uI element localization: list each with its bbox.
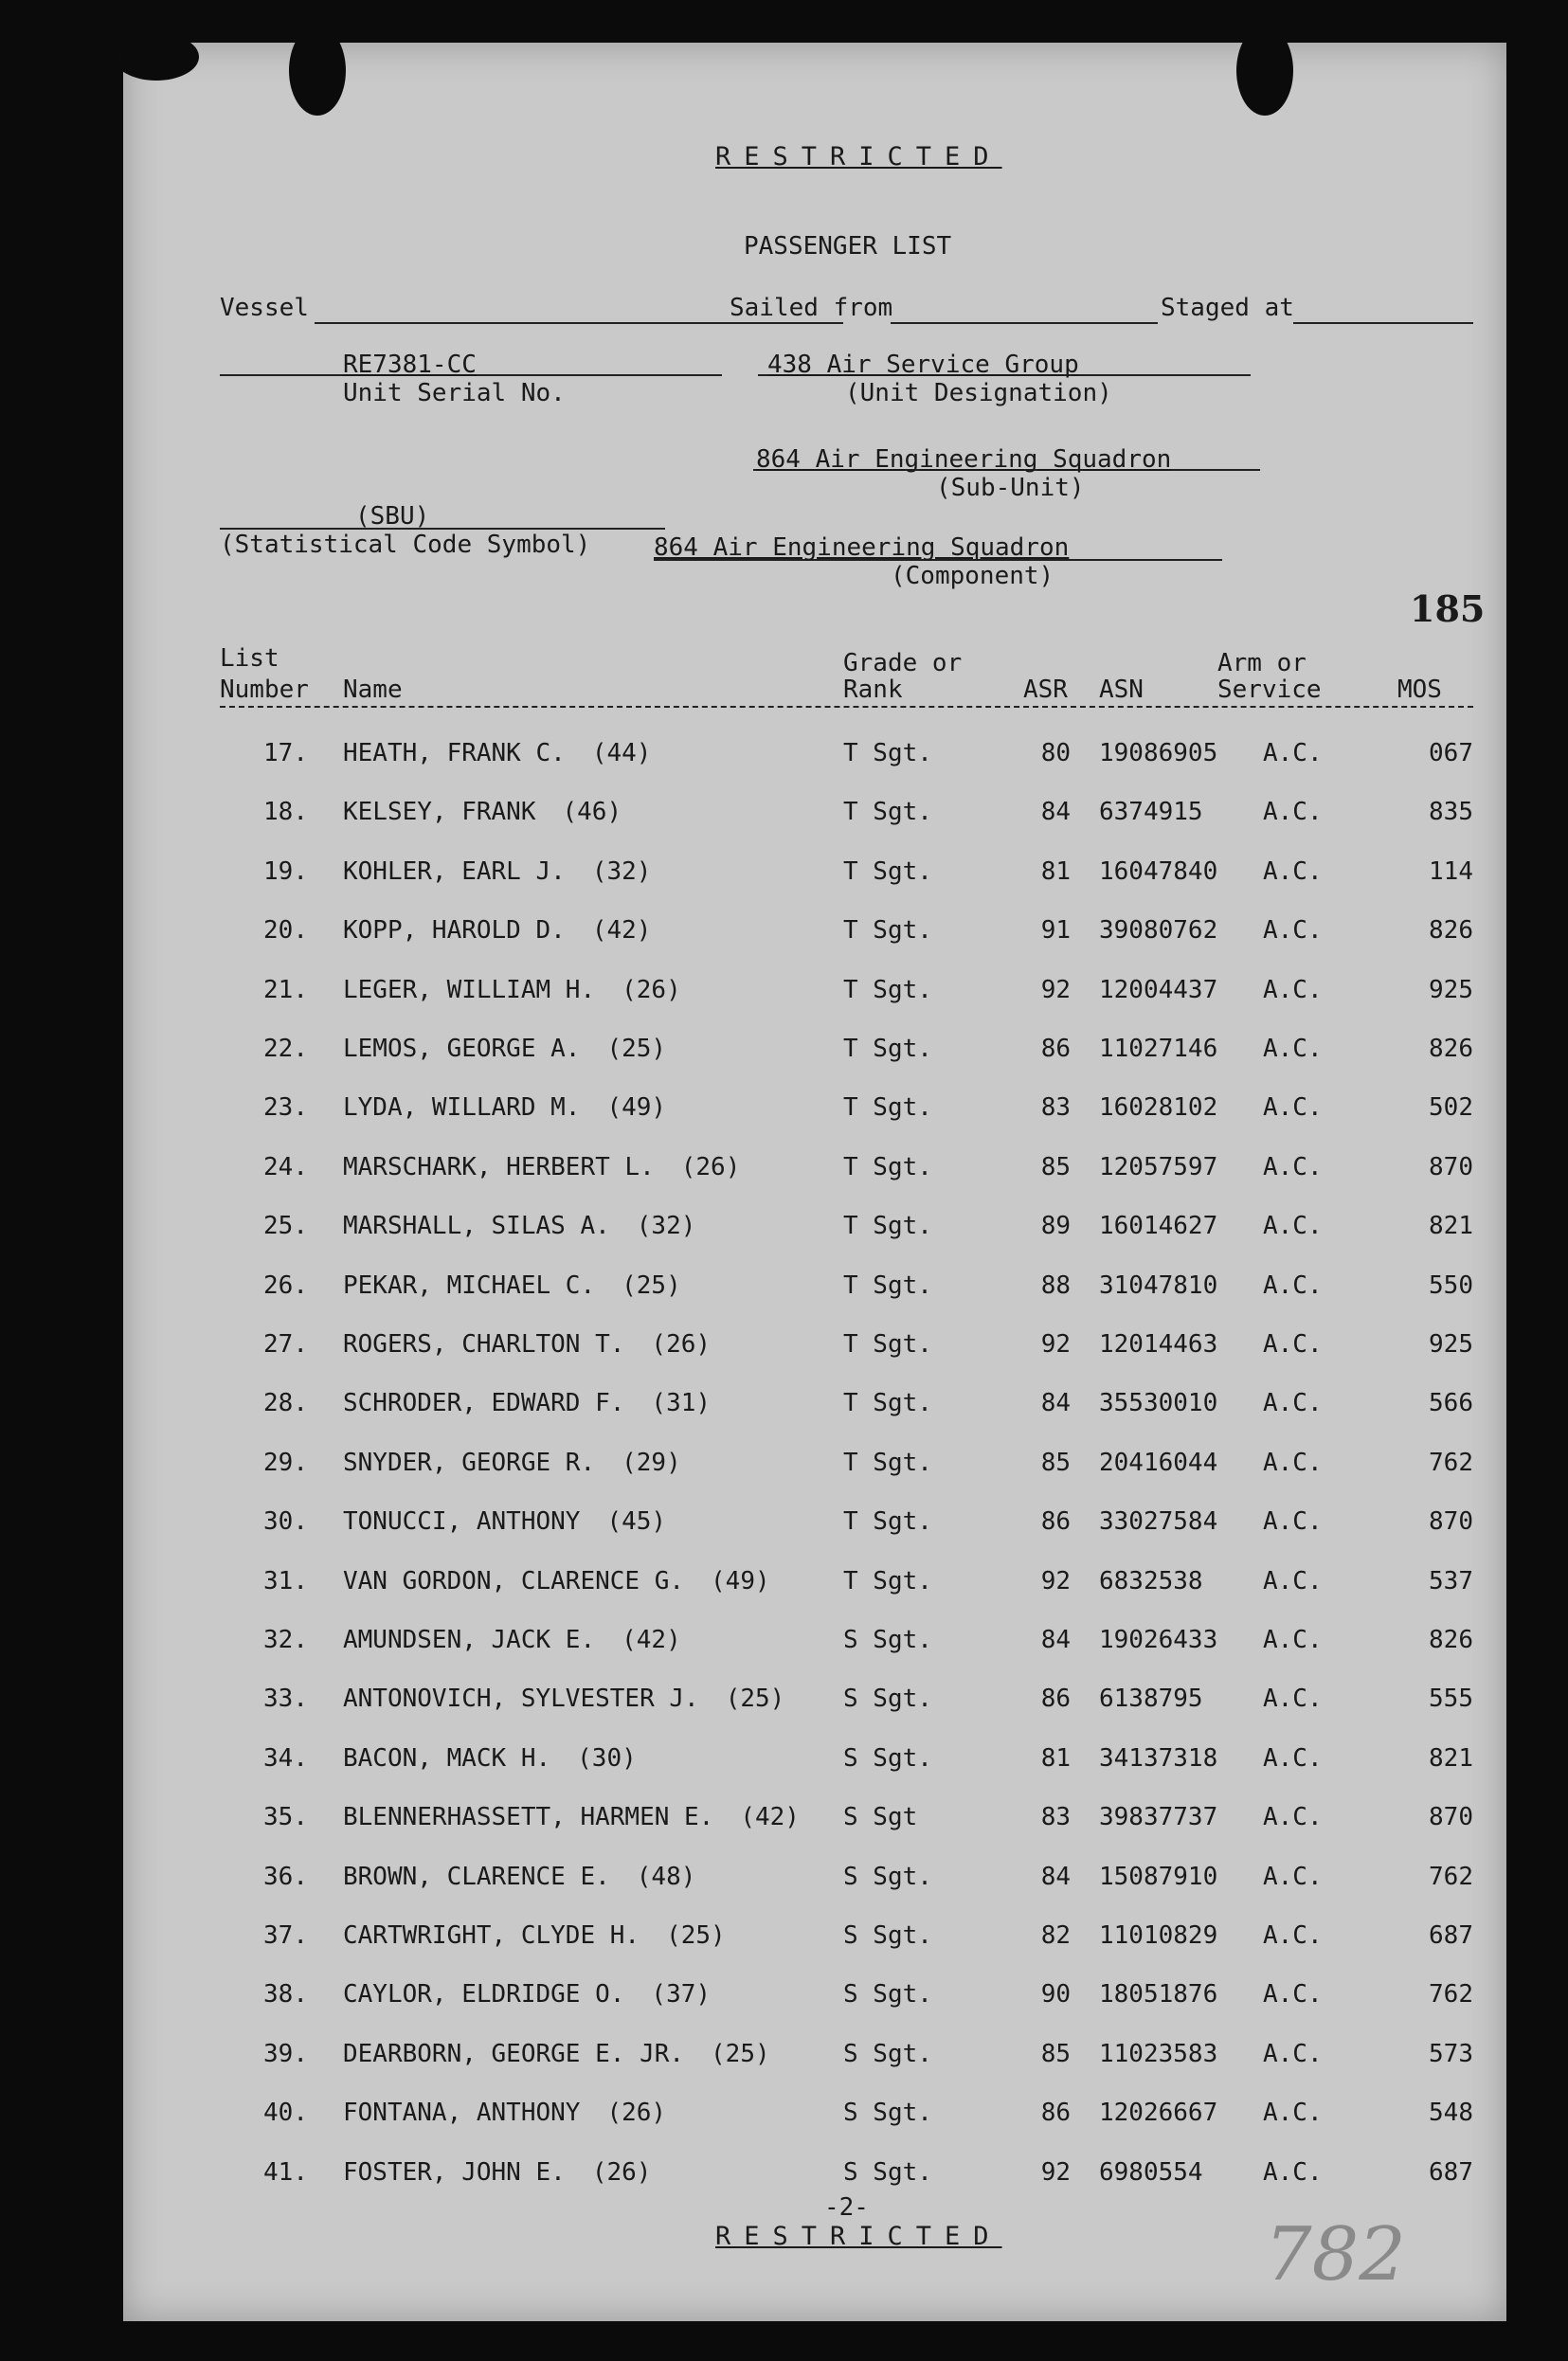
row-arm: A.C. — [1263, 1035, 1323, 1063]
row-asr: 81 — [1040, 1743, 1071, 1773]
row-asr: 86 — [1040, 1507, 1071, 1537]
row-asr: 83 — [1040, 1803, 1071, 1832]
restricted-footer: RESTRICTED — [715, 2222, 1002, 2251]
row-arm: A.C. — [1263, 1743, 1323, 1773]
row-asn: 12057597 — [1099, 1152, 1218, 1181]
row-name-text: MARSCHARK, HERBERT L. — [343, 1152, 655, 1181]
row-mos: 821 — [1429, 1743, 1473, 1773]
row-grade: T Sgt. — [843, 975, 932, 1004]
table-row — [123, 1035, 1506, 1072]
col-grade-bottom: Rank — [843, 676, 903, 704]
row-number: 26. — [263, 1271, 308, 1300]
row-arm: A.C. — [1263, 798, 1323, 827]
row-number: 28. — [263, 1389, 308, 1418]
row-name — [343, 2099, 666, 2127]
row-mos: 826 — [1429, 916, 1473, 946]
unit-serial-value: RE7381-CC — [343, 351, 477, 379]
row-age: (26) — [680, 1152, 741, 1181]
row-arm: A.C. — [1263, 916, 1323, 946]
row-arm: A.C. — [1263, 2157, 1323, 2187]
row-arm: A.C. — [1263, 1921, 1323, 1950]
row-mos: 762 — [1429, 1862, 1473, 1891]
col-name: Name — [343, 676, 403, 704]
row-grade: T Sgt. — [843, 1566, 932, 1595]
row-number: 40. — [263, 2099, 308, 2128]
row-age: (45) — [606, 1507, 667, 1537]
row-name-text: LEGER, WILLIAM H. — [343, 975, 596, 1004]
stat-code-value: (SBU) — [355, 502, 430, 531]
row-grade: S Sgt — [843, 1803, 918, 1832]
row-asn: 33027584 — [1099, 1507, 1218, 1537]
table-row — [123, 1921, 1506, 1959]
row-asr: 84 — [1040, 1862, 1071, 1891]
row-arm: A.C. — [1263, 1803, 1323, 1832]
row-asn: 12004437 — [1099, 975, 1218, 1004]
row-asn: 16047840 — [1099, 856, 1218, 886]
row-name — [343, 1212, 695, 1240]
row-mos: 067 — [1429, 739, 1473, 767]
row-name-text: DEARBORN, GEORGE E. JR. — [343, 2039, 685, 2068]
row-name — [343, 798, 622, 826]
row-arm: A.C. — [1263, 856, 1323, 886]
row-asn: 35530010 — [1099, 1389, 1218, 1418]
row-mos: 114 — [1429, 856, 1473, 886]
row-asr: 92 — [1040, 1330, 1071, 1359]
row-grade: T Sgt. — [843, 1271, 932, 1300]
document-title: PASSENGER LIST — [744, 232, 952, 261]
row-asn: 11010829 — [1099, 1921, 1218, 1950]
row-asr: 88 — [1040, 1271, 1071, 1300]
row-name — [343, 1980, 711, 2009]
subunit-value: 864 Air Engineering Squadron — [756, 445, 1172, 474]
row-number: 31. — [263, 1566, 308, 1595]
row-asn: 12014463 — [1099, 1330, 1218, 1359]
row-asr: 92 — [1040, 1566, 1071, 1595]
row-number: 32. — [263, 1626, 308, 1654]
row-asn: 15087910 — [1099, 1862, 1218, 1891]
table-row — [123, 1685, 1506, 1722]
row-arm: A.C. — [1263, 1330, 1323, 1359]
row-age: (25) — [711, 2039, 770, 2068]
row-asr: 86 — [1040, 1685, 1071, 1714]
row-grade: S Sgt. — [843, 2099, 932, 2128]
row-asr: 86 — [1040, 1035, 1071, 1063]
row-asn: 20416044 — [1099, 1448, 1218, 1477]
row-age: (48) — [636, 1862, 696, 1891]
row-asn: 12026667 — [1099, 2099, 1218, 2128]
row-mos: 687 — [1429, 2157, 1473, 2187]
row-grade: S Sgt. — [843, 1980, 932, 2010]
row-grade: T Sgt. — [843, 798, 932, 827]
row-grade: S Sgt. — [843, 1685, 932, 1714]
row-name — [343, 1744, 637, 1773]
row-name-text: VAN GORDON, CLARENCE G. — [343, 1566, 685, 1595]
staged-at-label: Staged at — [1161, 294, 1294, 322]
row-arm: A.C. — [1263, 1152, 1323, 1181]
row-asr: 83 — [1040, 1093, 1071, 1123]
row-number: 30. — [263, 1507, 308, 1537]
row-mos: 555 — [1429, 1685, 1473, 1714]
row-asn: 11027146 — [1099, 1035, 1218, 1063]
row-age: (46) — [562, 798, 622, 827]
row-age: (26) — [591, 2157, 652, 2187]
row-mos: 925 — [1429, 975, 1473, 1004]
row-name-text: FONTANA, ANTHONY — [343, 2099, 581, 2128]
row-name — [343, 1685, 784, 1713]
row-name — [343, 1507, 666, 1536]
row-number: 17. — [263, 739, 308, 767]
unit-designation-value: 438 Air Service Group — [767, 351, 1079, 379]
punch-hole-left — [289, 26, 346, 116]
row-mos: 566 — [1429, 1389, 1473, 1418]
table-row — [123, 1093, 1506, 1131]
row-age: (26) — [606, 2099, 667, 2128]
row-name — [343, 857, 651, 886]
row-grade: T Sgt. — [843, 1330, 932, 1359]
row-asn: 39837737 — [1099, 1803, 1218, 1832]
row-name — [343, 2040, 770, 2068]
row-number: 27. — [263, 1330, 308, 1359]
row-number: 25. — [263, 1212, 308, 1241]
table-row — [123, 1744, 1506, 1782]
page-stamp-number: 185 — [1410, 587, 1486, 630]
row-name — [343, 739, 651, 767]
row-number: 34. — [263, 1743, 308, 1773]
row-name-text: SCHRODER, EDWARD F. — [343, 1389, 625, 1418]
row-arm: A.C. — [1263, 739, 1323, 767]
row-grade: T Sgt. — [843, 1152, 932, 1181]
table-row — [123, 1271, 1506, 1309]
row-grade: S Sgt. — [843, 2039, 932, 2068]
row-name-text: ROGERS, CHARLTON T. — [343, 1330, 625, 1359]
row-asr: 82 — [1040, 1921, 1071, 1950]
row-mos: 573 — [1429, 2039, 1473, 2068]
page-number: -2- — [824, 2193, 869, 2222]
row-asn: 31047810 — [1099, 1271, 1218, 1300]
row-name — [343, 1330, 711, 1359]
row-name-text: KOHLER, EARL J. — [343, 856, 566, 886]
sailed-from-label: Sailed from — [730, 294, 893, 322]
row-arm: A.C. — [1263, 1566, 1323, 1595]
row-grade: S Sgt. — [843, 1626, 932, 1654]
row-age: (42) — [622, 1626, 681, 1654]
row-mos: 870 — [1429, 1803, 1473, 1832]
row-name — [343, 1449, 681, 1477]
row-grade: T Sgt. — [843, 1389, 932, 1418]
row-mos: 870 — [1429, 1152, 1473, 1181]
row-name-text: SNYDER, GEORGE R. — [343, 1448, 596, 1477]
row-name-text: HEATH, FRANK C. — [343, 739, 566, 767]
col-asr: ASR — [1023, 676, 1068, 704]
row-name-text: BACON, MACK H. — [343, 1743, 551, 1773]
stat-code-label: (Statistical Code Symbol) — [220, 531, 591, 559]
table-row — [123, 1507, 1506, 1545]
row-age: (49) — [711, 1566, 770, 1595]
row-number: 21. — [263, 975, 308, 1004]
row-asn: 16014627 — [1099, 1212, 1218, 1241]
vessel-label: Vessel — [220, 294, 309, 322]
row-age: (30) — [577, 1743, 637, 1773]
row-number: 24. — [263, 1152, 308, 1181]
row-name-text: BLENNERHASSETT, HARMEN E. — [343, 1803, 714, 1832]
row-asn: 18051876 — [1099, 1980, 1218, 2010]
row-name-text: LYDA, WILLARD M. — [343, 1093, 581, 1123]
row-age: (25) — [622, 1271, 681, 1300]
row-asr: 85 — [1040, 2039, 1071, 2068]
row-name — [343, 1803, 800, 1831]
row-name — [343, 1863, 695, 1891]
table-row — [123, 739, 1506, 777]
row-mos: 821 — [1429, 1212, 1473, 1241]
row-name — [343, 1093, 666, 1122]
row-grade: T Sgt. — [843, 916, 932, 946]
row-arm: A.C. — [1263, 2039, 1323, 2068]
row-mos: 925 — [1429, 1330, 1473, 1359]
row-name-text: AMUNDSEN, JACK E. — [343, 1626, 596, 1654]
row-asr: 90 — [1040, 1980, 1071, 2010]
row-name-text: KELSEY, FRANK — [343, 798, 536, 827]
row-asr: 92 — [1040, 975, 1071, 1004]
table-row — [123, 798, 1506, 836]
row-asr: 84 — [1040, 1389, 1071, 1418]
row-age: (42) — [591, 916, 652, 946]
row-grade: T Sgt. — [843, 739, 932, 767]
row-asr: 84 — [1040, 1626, 1071, 1654]
row-mos: 762 — [1429, 1980, 1473, 2010]
row-arm: A.C. — [1263, 1507, 1323, 1537]
table-row — [123, 1980, 1506, 2018]
row-arm: A.C. — [1263, 1271, 1323, 1300]
row-asn: 6374915 — [1099, 798, 1203, 827]
table-row — [123, 1389, 1506, 1427]
row-name-text: CARTWRIGHT, CLYDE H. — [343, 1921, 640, 1950]
row-name — [343, 2158, 651, 2187]
row-grade: S Sgt. — [843, 2157, 932, 2187]
col-list-number-bottom: Number — [220, 676, 309, 704]
row-name-text: ANTONOVICH, SYLVESTER J. — [343, 1685, 699, 1714]
row-number: 20. — [263, 916, 308, 946]
row-grade: T Sgt. — [843, 1212, 932, 1241]
row-number: 19. — [263, 856, 308, 886]
row-mos: 835 — [1429, 798, 1473, 827]
table-row — [123, 2099, 1506, 2136]
row-arm: A.C. — [1263, 1626, 1323, 1654]
row-name — [343, 976, 681, 1004]
row-grade: T Sgt. — [843, 1035, 932, 1063]
table-row — [123, 1330, 1506, 1368]
row-asn: 6832538 — [1099, 1566, 1203, 1595]
document-page — [123, 43, 1506, 2321]
row-age: (49) — [606, 1093, 667, 1123]
row-arm: A.C. — [1263, 2099, 1323, 2128]
row-number: 36. — [263, 1862, 308, 1891]
col-grade-top: Grade or — [843, 649, 963, 677]
row-age: (25) — [725, 1685, 785, 1714]
row-arm: A.C. — [1263, 1980, 1323, 2010]
component-value: 864 Air Engineering Squadron — [654, 533, 1070, 562]
row-arm: A.C. — [1263, 975, 1323, 1004]
row-arm: A.C. — [1263, 1093, 1323, 1123]
row-name-text: MARSHALL, SILAS A. — [343, 1212, 610, 1241]
punch-hole-right — [1236, 26, 1293, 116]
torn-edge-left — [114, 33, 199, 81]
table-row — [123, 1803, 1506, 1841]
row-mos: 537 — [1429, 1566, 1473, 1595]
row-age: (32) — [636, 1212, 696, 1241]
row-mos: 826 — [1429, 1626, 1473, 1654]
row-mos: 762 — [1429, 1448, 1473, 1477]
row-asr: 85 — [1040, 1152, 1071, 1181]
col-asn: ASN — [1099, 676, 1144, 704]
vessel-line — [315, 322, 843, 324]
table-row — [123, 857, 1506, 895]
row-asn: 34137318 — [1099, 1743, 1218, 1773]
row-number: 35. — [263, 1803, 308, 1832]
row-name-text: FOSTER, JOHN E. — [343, 2157, 566, 2187]
table-row — [123, 976, 1506, 1014]
table-row — [123, 1626, 1506, 1664]
row-number: 41. — [263, 2157, 308, 2187]
table-row — [123, 1212, 1506, 1250]
column-header-rule — [220, 706, 1473, 708]
row-mos: 502 — [1429, 1093, 1473, 1123]
row-number: 22. — [263, 1035, 308, 1063]
row-asn: 6138795 — [1099, 1685, 1203, 1714]
row-asn: 16028102 — [1099, 1093, 1218, 1123]
row-age: (25) — [666, 1921, 726, 1950]
row-asn: 39080762 — [1099, 916, 1218, 946]
row-asn: 19026433 — [1099, 1626, 1218, 1654]
row-age: (32) — [591, 856, 652, 886]
subunit-label: (Sub-Unit) — [936, 474, 1085, 502]
unit-designation-label: (Unit Designation) — [845, 379, 1112, 407]
col-arm-top: Arm or — [1217, 649, 1307, 677]
row-asr: 89 — [1040, 1212, 1071, 1241]
row-name-text: TONUCCI, ANTHONY — [343, 1507, 581, 1537]
row-number: 37. — [263, 1921, 308, 1950]
row-grade: S Sgt. — [843, 1921, 932, 1950]
row-asr: 85 — [1040, 1448, 1071, 1477]
row-mos: 550 — [1429, 1271, 1473, 1300]
restricted-header: RESTRICTED — [715, 142, 1002, 171]
row-asn: 19086905 — [1099, 739, 1218, 767]
sailed-from-line — [891, 322, 1158, 324]
row-arm: A.C. — [1263, 1389, 1323, 1418]
table-row — [123, 916, 1506, 954]
table-row — [123, 1567, 1506, 1605]
col-mos: MOS — [1397, 676, 1442, 704]
row-name — [343, 1271, 681, 1300]
row-number: 39. — [263, 2039, 308, 2068]
row-name — [343, 1626, 681, 1654]
row-age: (37) — [651, 1980, 712, 2010]
row-age: (26) — [622, 975, 681, 1004]
row-mos: 687 — [1429, 1921, 1473, 1950]
row-age: (42) — [740, 1803, 800, 1832]
row-number: 38. — [263, 1980, 308, 2010]
row-asr: 80 — [1040, 739, 1071, 767]
row-name — [343, 1921, 726, 1950]
row-asr: 84 — [1040, 798, 1071, 827]
table-row — [123, 2040, 1506, 2078]
stat-code-line — [220, 528, 665, 530]
row-grade: T Sgt. — [843, 1507, 932, 1537]
row-grade: T Sgt. — [843, 856, 932, 886]
row-name-text: LEMOS, GEORGE A. — [343, 1035, 581, 1063]
row-age: (26) — [651, 1330, 712, 1359]
row-grade: S Sgt. — [843, 1862, 932, 1891]
row-grade: T Sgt. — [843, 1093, 932, 1123]
col-arm-bottom: Service — [1217, 676, 1322, 704]
row-arm: A.C. — [1263, 1685, 1323, 1714]
row-number: 23. — [263, 1093, 308, 1123]
row-name-text: KOPP, HAROLD D. — [343, 916, 566, 946]
staged-at-line — [1293, 322, 1473, 324]
row-name-text: PEKAR, MICHAEL C. — [343, 1271, 596, 1300]
row-asr: 86 — [1040, 2099, 1071, 2128]
row-age: (29) — [622, 1448, 681, 1477]
row-number: 18. — [263, 798, 308, 827]
row-asr: 81 — [1040, 856, 1071, 886]
row-mos: 870 — [1429, 1507, 1473, 1537]
row-mos: 826 — [1429, 1035, 1473, 1063]
row-age: (44) — [591, 739, 652, 767]
row-name-text: CAYLOR, ELDRIDGE O. — [343, 1980, 625, 2010]
row-age: (31) — [651, 1389, 712, 1418]
row-arm: A.C. — [1263, 1862, 1323, 1891]
row-asr: 92 — [1040, 2157, 1071, 2187]
row-name — [343, 1153, 740, 1181]
row-number: 33. — [263, 1685, 308, 1714]
table-row — [123, 1153, 1506, 1191]
col-list-number-top: List — [220, 644, 279, 673]
table-row — [123, 2158, 1506, 2196]
row-name — [343, 1389, 711, 1417]
row-number: 29. — [263, 1448, 308, 1477]
table-row — [123, 1863, 1506, 1901]
pencil-note: 782 — [1265, 2212, 1406, 2298]
row-name-text: BROWN, CLARENCE E. — [343, 1862, 610, 1891]
row-name — [343, 1035, 666, 1063]
row-grade: T Sgt. — [843, 1448, 932, 1477]
unit-serial-label: Unit Serial No. — [343, 379, 566, 407]
table-row — [123, 1449, 1506, 1487]
row-arm: A.C. — [1263, 1212, 1323, 1241]
row-arm: A.C. — [1263, 1448, 1323, 1477]
row-name — [343, 916, 651, 945]
row-asn: 6980554 — [1099, 2157, 1203, 2187]
component-label: (Component) — [891, 562, 1054, 590]
row-asr: 91 — [1040, 916, 1071, 946]
row-asn: 11023583 — [1099, 2039, 1218, 2068]
row-grade: S Sgt. — [843, 1743, 932, 1773]
row-name — [343, 1567, 770, 1595]
row-mos: 548 — [1429, 2099, 1473, 2128]
row-age: (25) — [606, 1035, 667, 1063]
